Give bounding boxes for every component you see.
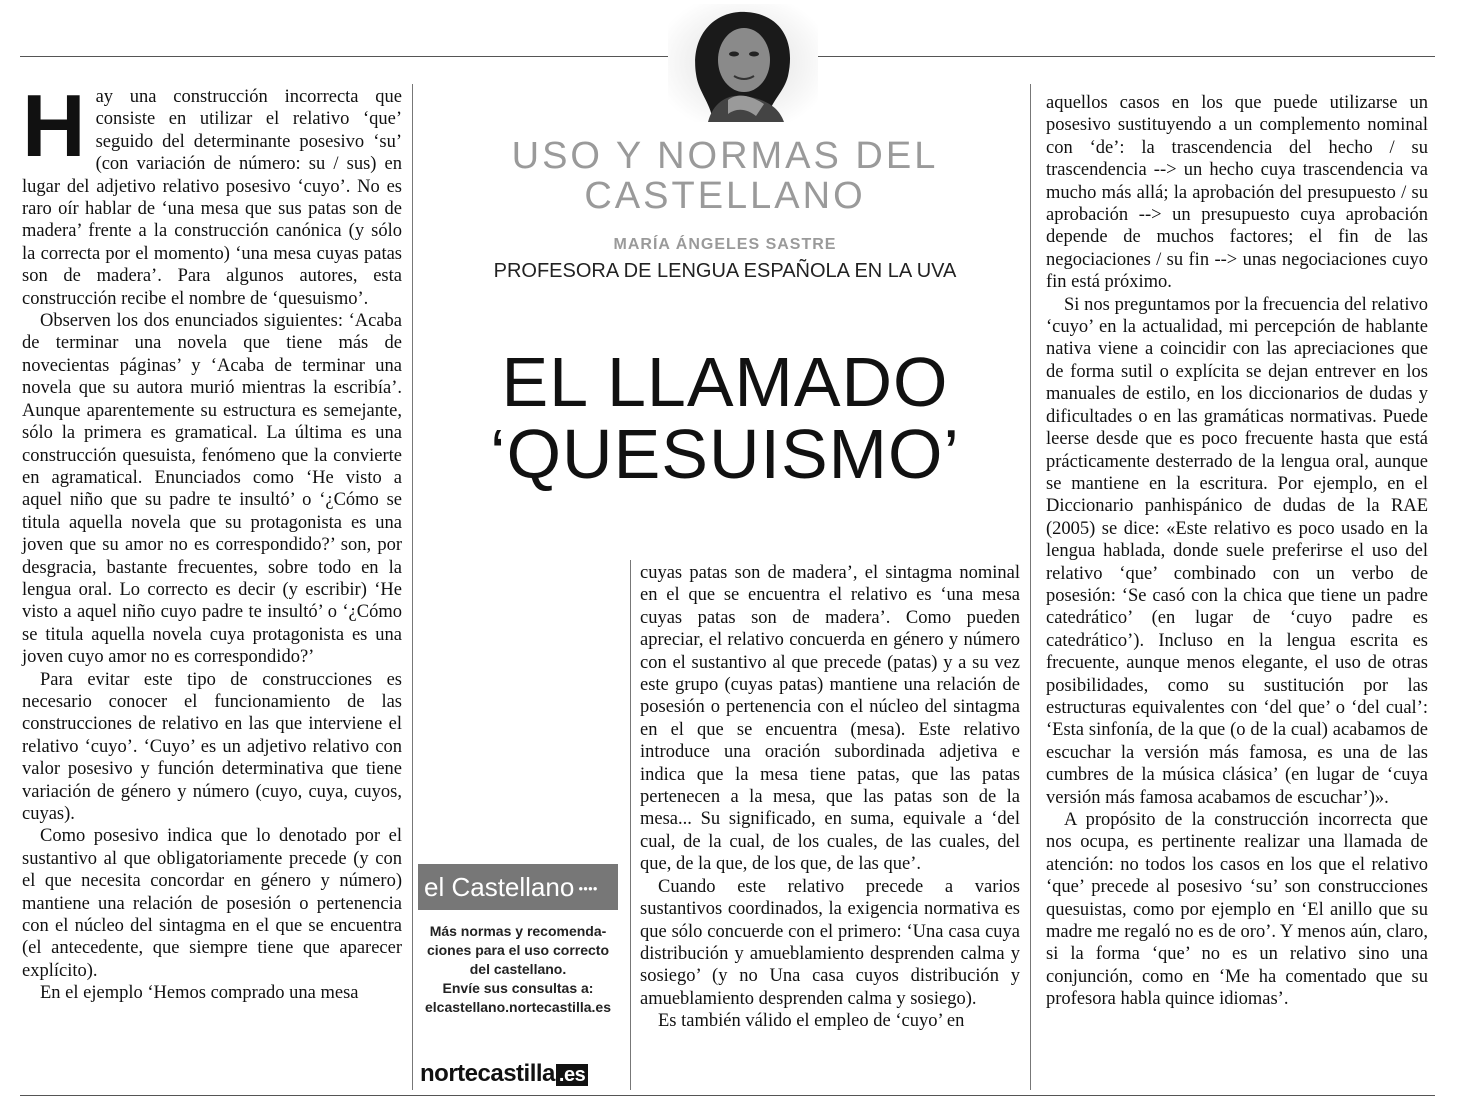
sidebar-line: del castellano. (469, 961, 567, 977)
sidebar-box (418, 864, 618, 1017)
brand-name: el Castellano (424, 872, 575, 902)
sidebar-url[interactable]: elcastellano.nortecastilla.es (425, 999, 611, 1015)
bottom-rule (20, 1095, 1435, 1096)
column-divider-right (1030, 84, 1031, 1090)
paragraph: Como posesivo indica que lo denotado por el sustantivo al que obligatoriamente precede (y con el que necesita concordar en género y número) mantiene una relación de posesión o pertenencia con el núcleo del sintagma en el que se encuentra (el antecedente, que siempre tiene que aparecer explícito). (22, 826, 402, 981)
paragraph: Para evitar este tipo de construcciones es necesario conocer el funcionamiento de las construcciones de relativo en las que interviene el relativo ‘cuyo’. ‘Cuyo’ es un adjetivo relativo con valor posesivo y función determinativa que tiene variación de género y número (cuyo, cuya, cuyos, cuyas). (22, 669, 402, 824)
sidebar-text (418, 922, 618, 1017)
column-divider-middle (630, 560, 631, 1090)
paragraph: Cuando este relativo precede a varios sustantivos coordinados, la exigencia normativa es que sólo concuerde con el primero: ‘Una casa cuya distribución y amueblamiento desprenden calma y sosiego’ (y no Una casa cuyos distribución y amueblamiento desprenden calma y sosiego). (640, 876, 1020, 1009)
section-title: USO Y NORMAS DEL CASTELLANO (511, 135, 939, 217)
nortecastilla-logo (420, 1060, 588, 1088)
brand-bar (418, 864, 618, 910)
column-1 (22, 76, 402, 1005)
paragraph: aquellos casos en los que puede utilizarse un posesivo sustituyendo a un complemento nominal con ‘de’: la trascendencia del hecho / su trascendencia --> un hecho cuya trascendencia va mucho más allá; la aprobación del presupuesto / su aprobación --> un presupuesto cuya aprobación depende de muchos factores; el fin de las negociaciones / su fin --> unas negociaciones cuyo fin está próximo. (1046, 93, 1428, 293)
paragraph: En el ejemplo ‘Hemos comprado una mesa (40, 983, 359, 1004)
headline (425, 343, 1025, 493)
sidebar-line: Más normas y recomenda- (429, 923, 607, 939)
paragraph: Es también válido el empleo de ‘cuyo’ en (658, 1011, 965, 1032)
author-role: PROFESORA DE LENGUA ESPAÑOLA EN LA UVA (493, 260, 957, 282)
drop-cap: H (22, 76, 86, 175)
paragraph: A propósito de la construcción incorrecta que nos ocupa, es pertinente realizar una llamada de atención: no todos los casos en los que el relativo ‘que’ precede al posesivo ‘su’ son construcciones quesuistas, como por ejemplo en ‘El anillo que su madre me regaló no es de oro’. Y menos aún, claro, si la forma ‘que’ no es un relativo sino una conjunción, como en ‘Me ha comentado que su profesora habla quince idiomas’. (1046, 810, 1428, 1010)
column-3 (1046, 92, 1428, 1011)
author-name: MARÍA ÁNGELES SASTRE (613, 236, 837, 253)
paragraph-text: ay una construcción incorrecta que consiste en utilizar el relativo ‘que’ seguido del determinante posesivo ‘su’ (con variación de número: su / sus) en lugar del adjetivo relativo posesivo ‘cuyo’. No es raro oír hablar de ‘una mesa que sus patas son de madera’ frente a la construcción canónica (y sólo la correcta por el momento) ‘una mesa cuyas patas son de madera’. Para algunos autores, esta construcción recibe el nombre de ‘quesuismo’. (22, 87, 402, 309)
author-portrait (668, 4, 818, 122)
column-divider-left (412, 84, 413, 1090)
headline-line-2: ‘QUESUISMO’ (490, 415, 960, 493)
logo-suffix: .es (556, 1064, 588, 1086)
paragraph (22, 76, 402, 310)
sidebar-line: Envíe sus consultas a: (442, 980, 594, 996)
paragraph: Si nos preguntamos por la frecuencia del relativo ‘cuyo’ en la actualidad, mi percepción de hablante nativa viene a coincidir con las apreciaciones que de forma sutil o explícita se dejan entrever en los manuales de estilo, en los diccionarios de dudas y dificultades o en las gramáticas normativas. Puede leerse desde que es poco frecuente hasta que está prácticamente desterrado de la lengua oral, aunque se mantiene en la escritura. Por ejemplo, en el Diccionario panhispánico de dudas de la RAE (2005) se dice: «Este relativo es poco usado en la lengua hablada, donde suele preferirse el uso del relativo ‘que’ combinado con un verbo de posesión: ‘Se casó con la chica que tiene un padre catedrático’ (en lugar de ‘cuyo padre es catedrático’). Incluso en la lengua escrita es frecuente, aunque menos elegante, el uso de otras posibilidades, como su sustitución por las estructuras equivalentes con ‘del que’ o ‘del cual’: ‘Esta sinfonía, de la que (o de la cual) acabamos de escuchar la versión más famosa, es una de las cumbres de la música clásica’ (en lugar de ‘cuya versión más famosa acabamos de escuchar’)». (1046, 294, 1428, 808)
column-2 (640, 562, 1020, 1033)
paragraph: Observen los dos enunciados siguientes: ‘Acaba de terminar una novela que tiene más de novecientas páginas’ y ‘Acaba de terminar una novela que su autora murió mientras la escribía’. Aunque aparentemente su estructura es semejante, sólo la primera es gramatical. La última es una construcción quesuista, fenómeno que la convierte en agramatical. Enunciados como ‘He visto a aquel niño que su padre te insultó’ o ‘¿Cómo se titula aquella novela que su protagonista es una joven que su amor no es correspondido?’ son, por desgracia, bastante frecuentes, sobre todo en la lengua oral. Lo correcto es decir (y escribir) ‘He visto a aquel niño cuyo padre te insultó’ o ‘¿Cómo se titula aquella novela cuya protagonista es una joven cuyo amor no es correspondido?’ (22, 311, 402, 668)
logo-main: nortecastilla (420, 1060, 555, 1087)
headline-line-1: EL LLAMADO (501, 343, 949, 421)
paragraph: cuyas patas son de madera’, el sintagma nominal en el que se encuentra el relativo es ‘una mesa cuyas patas son de madera’. Como pueden apreciar, el relativo concuerda en género y número con el sustantivo al que precede (patas) y a su vez este grupo (cuyas patas) mantiene una relación de posesión o pertenencia con el núcleo del sintagma en el que se encuentra (mesa). Este relativo introduce una oración subordinada adjetiva e indica que la mesa tiene patas, que las patas pertenecen a la mesa, que las patas son de la mesa... Su significado, en suma, equivale a ‘del cual, de la cual, de los cuales, de las cuales, del que, de la que, de los que, de las que’. (640, 563, 1020, 875)
sidebar-line: ciones para el uso correcto (426, 942, 610, 958)
brand-dots: ●●●● (578, 884, 598, 894)
